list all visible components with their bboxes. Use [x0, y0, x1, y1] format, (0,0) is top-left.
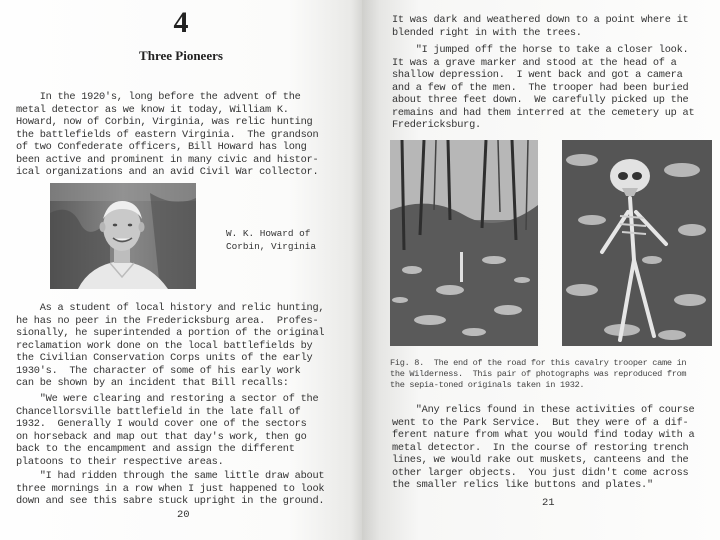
- remains-image: [562, 140, 712, 346]
- left-page-number: 20: [177, 509, 190, 521]
- chapter-title: Three Pioneers: [139, 48, 223, 63]
- figure-photo-left: [390, 140, 538, 346]
- portrait-image: [50, 183, 196, 289]
- intro-paragraph: In the 1920's, long before the advent of the metal detector as we know it today, William K. Howard, now of Corbin, Virginia, was relic hunting the battlefields of eastern Virginia. The grandson of two Confederate officers, Bill Howard has long been active and prominent in many civic and histor- ical organizations and an avid Civil War collector.: [16, 91, 319, 178]
- weathered-paragraph: It was dark and weathered down to a point where it blended right in with the trees.: [392, 14, 689, 39]
- portrait-photo: [50, 183, 196, 289]
- student-paragraph: As a student of local history and relic hunting, he has no peer in the Fredericksburg area. Profes- sionally, he superintended a portion of the original reclamation work done on the local battlefields by the Civilian Conservation Corps units of the early 1930's. The character of some of his early work can be shown by an incident that Bill recalls:: [16, 302, 325, 389]
- forest-grave-image: [390, 140, 538, 346]
- portrait-caption: W. K. Howard of Corbin, Virginia: [226, 228, 317, 252]
- grave-marker-paragraph: "I jumped off the horse to take a closer look. It was a grave marker and stood at the head of a shallow depression. I went back and got a camera and a few of the men. The trooper had been buried about three feet down. We carefully picked up the remains and had them interred at the cemetery up at Fredericksburg.: [392, 44, 695, 131]
- figure-caption: Fig. 8. The end of the road for this cavalry trooper came in the Wilderness. This pair of photographs was reproduced from the sepia-toned originals taken in 1932.: [390, 358, 687, 390]
- figure-photo-right: [562, 140, 712, 346]
- right-page-number: 21: [542, 497, 555, 509]
- sabre-paragraph: "I had ridden through the same little draw about three mornings in a row when I just happened to look down and see this sabre stuck upright in the ground.: [16, 470, 325, 507]
- chapter-number: 4: [173, 6, 189, 39]
- relics-paragraph: "Any relics found in these activities of course went to the Park Service. But they were of a dif- ferent nature from what you would find today with a metal detector. In the course of restoring trench lines, we would rake out muskets, canteens and the other larger objects. You just didn't come across the smaller relics like buttons and plates.": [392, 404, 695, 491]
- right-page: [362, 0, 720, 540]
- clearing-paragraph: "We were clearing and restoring a sector of the Chancellorsville battlefield in the late fall of 1932. Generally I would cover one of the sectors on horseback and map out that day's work, then go back to the encampment and assign the different platoons to their respective areas.: [16, 393, 319, 468]
